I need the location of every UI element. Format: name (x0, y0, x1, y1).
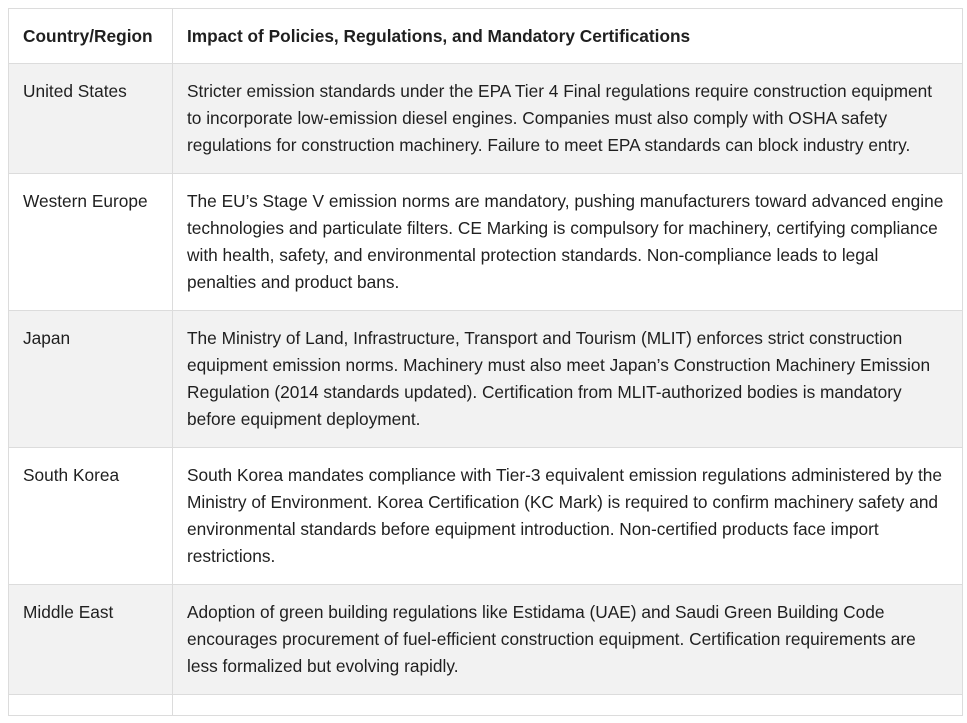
table-row (9, 174, 963, 311)
table-row (9, 64, 963, 174)
cell-region-empty (9, 695, 173, 716)
cell-region: South Korea (9, 448, 173, 585)
regulations-table-container (8, 8, 962, 716)
cell-impact: The Ministry of Land, Infrastructure, Transport and Tourism (MLIT) enforces strict construction equipment emission norms. Machinery must also meet Japan’s Construction Machinery Emission Regulation (2014 standards updated). Certification from MLIT-authorized bodies is mandatory before equipment deployment. (173, 311, 963, 448)
cell-region: Middle East (9, 585, 173, 695)
cell-region: Western Europe (9, 174, 173, 311)
header-country-region: Country/Region (9, 9, 173, 64)
cell-region: Japan (9, 311, 173, 448)
header-impact: Impact of Policies, Regulations, and Mandatory Certifications (173, 9, 963, 64)
cell-impact: Stricter emission standards under the EPA Tier 4 Final regulations require construction equipment to incorporate low-emission diesel engines. Companies must also comply with OSHA safety regulations for construction machinery. Failure to meet EPA standards can block industry entry. (173, 64, 963, 174)
table-header-row (9, 9, 963, 64)
cell-impact: Adoption of green building regulations like Estidama (UAE) and Saudi Green Building Code encourages procurement of fuel-efficient construction equipment. Certification requirements are less formalized but evolving rapidly. (173, 585, 963, 695)
cell-region: United States (9, 64, 173, 174)
table-row (9, 311, 963, 448)
table-row-cut-off (9, 695, 963, 716)
cell-impact: The EU’s Stage V emission norms are mandatory, pushing manufacturers toward advanced engine technologies and particulate filters. CE Marking is compulsory for machinery, certifying compliance with health, safety, and environmental protection standards. Non-compliance leads to legal penalties and product bans. (173, 174, 963, 311)
table-row (9, 448, 963, 585)
cell-impact: South Korea mandates compliance with Tier-3 equivalent emission regulations administered by the Ministry of Environment. Korea Certification (KC Mark) is required to confirm machinery safety and environmental standards before equipment introduction. Non-certified products face import restrictions. (173, 448, 963, 585)
regulations-table (8, 8, 963, 716)
cell-impact-empty (173, 695, 963, 716)
table-row (9, 585, 963, 695)
